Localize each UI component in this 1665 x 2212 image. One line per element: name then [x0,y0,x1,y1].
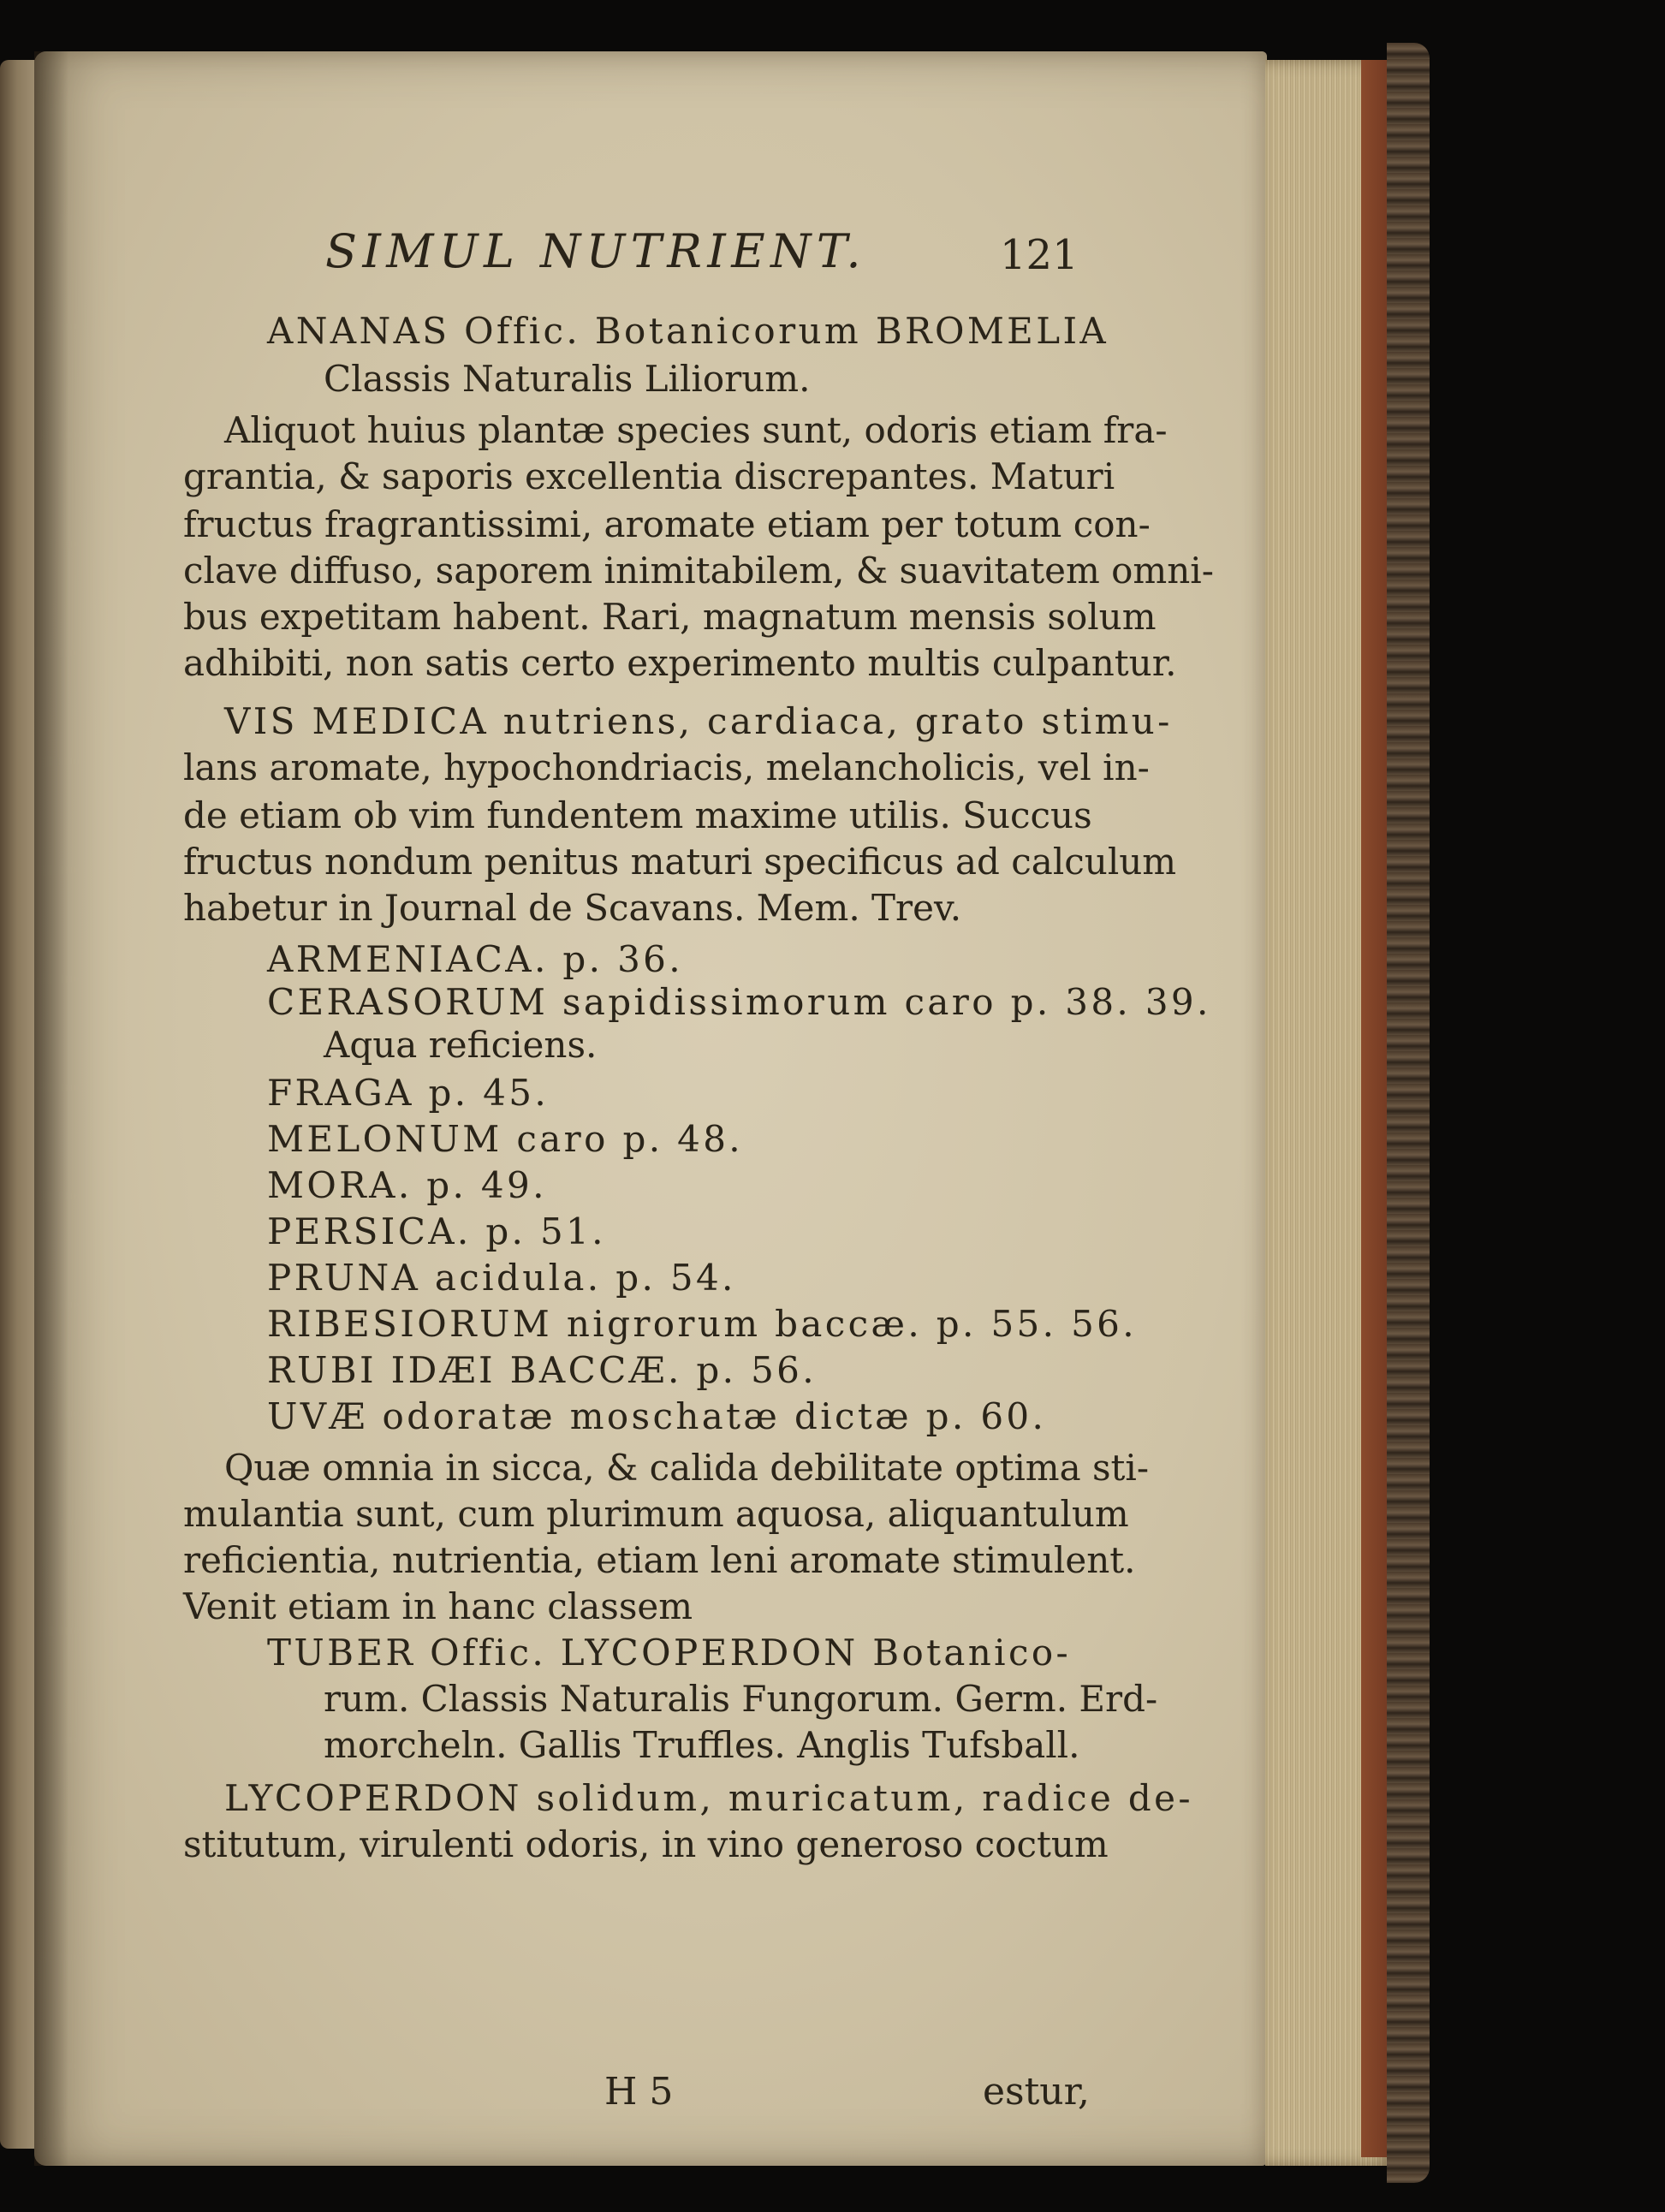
signature-mark: H 5 [604,2070,674,2114]
text-line: Aliquot huius plantæ species sunt, odoris etiam fra- [224,409,1168,451]
text-line: RUBI IDÆI BACCÆ. p. 56. [267,1349,817,1391]
text-line: Classis Naturalis Liliorum. [324,358,811,400]
text-line: ARMENIACA. p. 36. [267,938,683,980]
text-line: ANANAS Offic. Botanicorum BROMELIA [267,310,1109,352]
text-line: MELONUM caro p. 48. [267,1118,743,1160]
text-line: morcheln. Gallis Truffles. Anglis Tufsball. [324,1724,1080,1766]
text-line: clave diffuso, saporem inimitabilem, & suavitatem omni- [183,550,1214,592]
text-line: grantia, & saporis excellentia discrepantes. Maturi [183,455,1115,497]
text-line: de etiam ob vim fundentem maxime utilis. Succus [183,794,1092,836]
running-head: SIMUL NUTRIENT. [325,224,867,278]
text-line: lans aromate, hypochondriacis, melancholicis, vel in- [183,746,1150,788]
text-line: Aqua reficiens. [324,1024,598,1066]
text-line: FRAGA p. 45. [267,1072,550,1114]
text-line: UVÆ odoratæ moschatæ dictæ p. 60. [267,1395,1047,1437]
text-line: PERSICA. p. 51. [267,1210,606,1252]
book-binding [1387,43,1430,2183]
text-line: stitutum, virulenti odoris, in vino generoso coctum [183,1823,1109,1865]
text-line: TUBER Offic. LYCOPERDON Botanico- [267,1632,1072,1674]
text-line: VIS MEDICA nutriens, cardiaca, grato stimu- [224,700,1173,742]
text-line: LYCOPERDON solidum, muricatum, radice de- [224,1777,1193,1819]
text-line: fructus fragrantissimi, aromate etiam per totum con- [183,503,1151,545]
text-line: CERASORUM sapidissimorum caro p. 38. 39. [267,981,1211,1023]
text-line: PRUNA acidula. p. 54. [267,1257,736,1299]
page-number: 121 [1000,231,1079,279]
text-line: reficientia, nutrientia, etiam leni aromate stimulent. [183,1539,1136,1581]
text-line: fructus nondum penitus maturi specificus ad calculum [183,841,1177,883]
catchword: estur, [983,2070,1090,2114]
text-line: Quæ omnia in sicca, & calida debilitate optima sti- [224,1447,1150,1489]
page-gutter-shadow [34,51,68,2166]
text-line: mulantia sunt, cum plurimum aquosa, aliquantulum [183,1493,1129,1535]
text-line: bus expetitam habent. Rari, magnatum mensis solum [183,596,1157,638]
text-line: RIBESIORUM nigrorum baccæ. p. 55. 56. [267,1303,1137,1345]
text-line: habetur in Journal de Scavans. Mem. Trev. [183,887,962,929]
text-line: MORA. p. 49. [267,1164,547,1206]
text-line: Venit etiam in hanc classem [183,1585,693,1627]
text-line: adhibiti, non satis certo experimento multis culpantur. [183,642,1177,684]
text-line: rum. Classis Naturalis Fungorum. Germ. Erd- [324,1678,1158,1720]
